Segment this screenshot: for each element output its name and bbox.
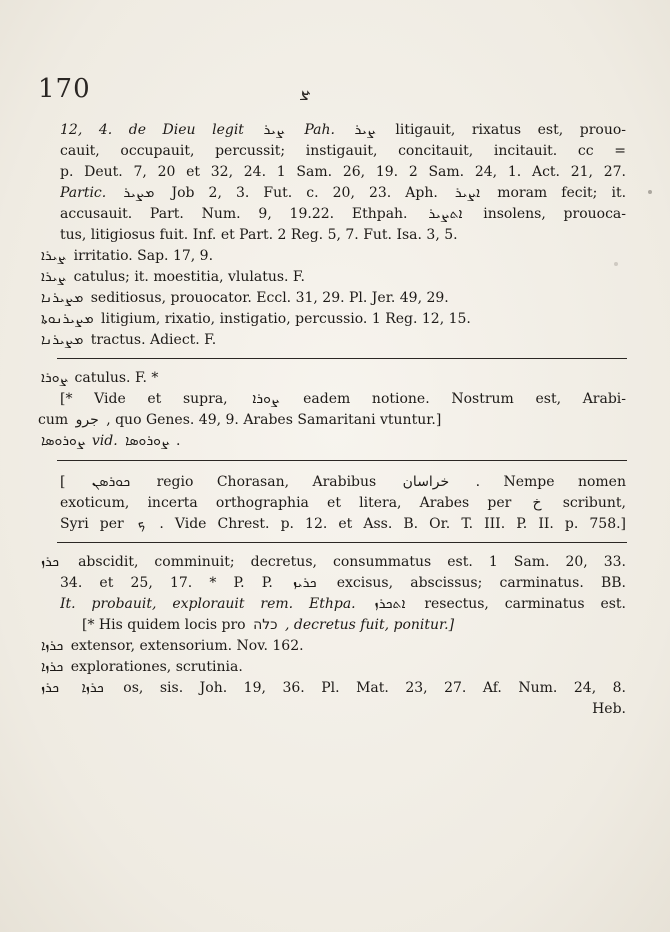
line-text: seditiosus, prouocator. Eccl. 31, 29. Pl. Jer. 49, 29. (90, 290, 449, 306)
entry-line (60, 594, 626, 615)
arabic-word: خراسان (402, 474, 450, 490)
entry-line (60, 204, 626, 225)
headword: ܡܨܝܪܢܐ (41, 290, 84, 306)
syriac-word: ܨܘܪܐ (252, 391, 279, 407)
line-text: 12, 4. de Dieu legit (60, 122, 244, 138)
line-text: Pah. (304, 122, 335, 138)
paper-speck (648, 190, 652, 194)
line-text: extensor, extensorium. Nov. 162. (70, 638, 304, 654)
line-text: litigauit, rixatus est, prouo- (395, 122, 626, 138)
headword: ܡܨܝܪܢܐ (41, 332, 84, 348)
line-text: Job 2, 3. Fut. c. 20, 23. Aph. (171, 185, 438, 201)
syriac-word: ܨܝܪ (263, 122, 285, 138)
section-rule (57, 542, 627, 543)
section-rule (57, 358, 627, 359)
headword: ܟܪܙ (41, 680, 60, 696)
line-text: resectus, carminatus est. (424, 596, 626, 612)
syriac-letter: ܟ (137, 516, 146, 532)
entry-line (38, 657, 626, 678)
entry-block-4 (41, 552, 626, 720)
headword: ܡܨܝܪܢܘܬܐ (41, 311, 94, 327)
line-text: eadem notione. Nostrum est, Arabi- (303, 391, 626, 407)
entry-line (38, 330, 626, 351)
entry-line (38, 431, 626, 452)
header-syriac-word: ܨ (300, 80, 311, 100)
syriac-word: ܟܪܝܙ (292, 575, 317, 591)
entry-line (38, 288, 626, 309)
entry-line (60, 472, 626, 493)
line-text: [ (60, 474, 66, 490)
headword: ܨܝܪܐ (41, 248, 67, 264)
entry-line (60, 183, 626, 204)
line-text: . (175, 433, 181, 449)
headword: ܟܪܙܐ (41, 659, 64, 675)
line-text: accusauit. Part. Num. 9, 19.22. Ethpah. (60, 206, 408, 222)
entry-line (60, 514, 626, 535)
line-text: tus, litigiosus fuit. Inf. et Part. 2 Reg. 5, 7. Fut. Isa. 3, 5. (60, 227, 458, 243)
line-text: exoticum, incerta orthographia et litera, Arabes per (60, 495, 512, 511)
catchword (60, 699, 626, 720)
arabic-letter: خ (532, 495, 542, 511)
line-text: moram fecit; it. (497, 185, 626, 201)
entry-block-3 (60, 472, 626, 535)
page-number: 170 (38, 74, 91, 104)
entry-line (60, 120, 626, 141)
line-text: explorationes, scrutinia. (70, 659, 243, 675)
hebrew-word: כלה (253, 617, 278, 633)
line-text: cum (38, 412, 69, 428)
entry-line (38, 267, 626, 288)
entry-block-1 (41, 120, 626, 351)
entry-line (60, 389, 626, 410)
line-text: insolens, prouoca- (483, 206, 626, 222)
entry-line (38, 246, 626, 267)
line-text: tractus. Adiect. F. (90, 332, 217, 348)
line-text: os, sis. Joh. 19, 36. Pl. Mat. 23, 27. Af. Num. 24, 8. (123, 680, 626, 696)
line-text: excisus, abscissus; carminatus. BB. (336, 575, 626, 591)
entry-line (60, 141, 626, 162)
line-text: catulus. F. * (74, 370, 159, 386)
line-text: p. Deut. 7, 20 et 32, 24. 1 Sam. 26, 19. 2 Sam. 24, 1. Act. 21, 27. (60, 164, 626, 180)
syriac-word: ܟܪܙܐ (81, 680, 104, 696)
line-text: irritatio. Sap. 17, 9. (73, 248, 214, 264)
line-text: 34. et 25, 17. * P. P. (60, 575, 273, 591)
line-text: It. probauit, explorauit rem. Ethpa. (60, 596, 356, 612)
syriac-word: ܨܝܪ (354, 122, 376, 138)
paper-speck (614, 262, 618, 266)
entry-line (38, 309, 626, 330)
line-text: , quo Genes. 49, 9. Arabes Samaritani vtuntur.] (106, 412, 442, 428)
headword: ܨܝܪܐ (41, 269, 67, 285)
section-rule (57, 460, 627, 461)
line-text: abscidit, comminuit; decretus, consummatus est. 1 Sam. 20, 33. (78, 554, 626, 570)
syriac-word: ܐܬܨܝܪ (428, 206, 463, 222)
line-text: cauit, occupauit, percussit; instigauit, concitauit, incitauit. cc = (60, 143, 626, 159)
line-text: Heb. (592, 701, 626, 717)
line-text: Partic. (60, 185, 107, 201)
line-text: regio Chorasan, Arabibus (156, 474, 377, 490)
line-text: , decretus fuit, ponitur.] (285, 617, 455, 633)
syriac-word: ܡܨܝܪ (123, 185, 155, 201)
entry-line (60, 573, 626, 594)
entry-line (38, 678, 626, 699)
entry-line (38, 368, 626, 389)
line-text: [* Vide et supra, (60, 391, 228, 407)
line-text: . Nempe nomen (475, 474, 626, 490)
entry-block-2 (38, 368, 626, 452)
headword: ܨܘܪܘܣܐ (41, 433, 85, 449)
line-text: scribunt, (562, 495, 626, 511)
line-text: Syri per (60, 516, 124, 532)
entry-line (60, 493, 626, 514)
line-text: [* His quidem locis pro (82, 617, 246, 633)
line-text: catulus; it. moestitia, vlulatus. F. (73, 269, 305, 285)
line-text: . Vide Chrest. p. 12. et Ass. B. Or. T. III. P. II. p. 758.] (159, 516, 626, 532)
arabic-word: جرو (75, 412, 99, 428)
headword: ܟܪܙܐ (41, 638, 64, 654)
entry-line (38, 552, 626, 573)
line-text: vid. (91, 433, 118, 449)
headword: ܟܪܙ (41, 554, 60, 570)
syriac-word: ܐܬܟܪܙ (374, 596, 406, 612)
entry-line (60, 225, 626, 246)
syriac-word: ܨܘܪܘܣܐ (125, 433, 169, 449)
entry-line (60, 162, 626, 183)
entry-line (38, 636, 626, 657)
entry-line (60, 615, 626, 636)
headword: ܨܘܪܐ (41, 370, 68, 386)
line-text: litigium, rixatio, instigatio, percussio. 1 Reg. 12, 15. (101, 311, 471, 327)
headword: ܟܘܪܣܢ (91, 474, 131, 490)
syriac-word: ܐܨܝܪ (454, 185, 481, 201)
entry-line (38, 410, 626, 431)
